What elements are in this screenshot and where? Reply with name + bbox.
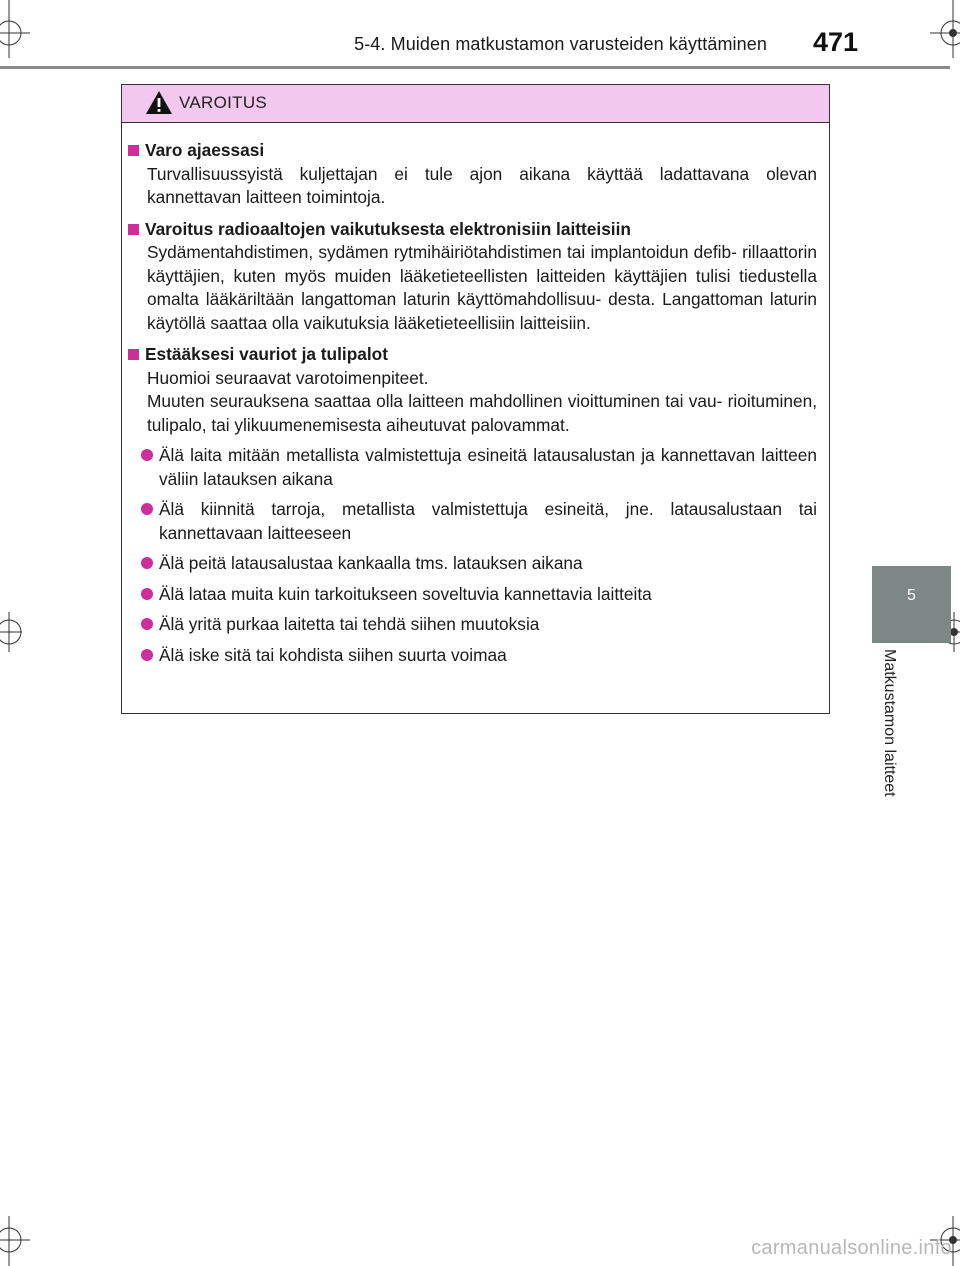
warning-triangle-icon bbox=[145, 90, 173, 120]
list-item bbox=[128, 498, 817, 545]
crop-mark-top-left bbox=[0, 0, 40, 60]
warning-section bbox=[128, 218, 817, 336]
list-item bbox=[128, 552, 817, 576]
warning-body bbox=[122, 123, 829, 667]
square-bullet-icon bbox=[128, 349, 139, 360]
section-heading: Varoitus radioaaltojen vaikutuksesta elektronisiin laitteisiin bbox=[145, 218, 631, 239]
round-bullet-icon bbox=[141, 649, 153, 661]
list-item-text: Älä lataa muita kuin tarkoitukseen soveltuvia kannettavia laitteita bbox=[159, 583, 652, 604]
list-item bbox=[128, 644, 817, 668]
warning-header bbox=[122, 85, 829, 123]
round-bullet-icon bbox=[141, 557, 153, 569]
header-section-title: 5-4. Muiden matkustamon varusteiden käyttäminen bbox=[354, 34, 767, 54]
list-item bbox=[128, 444, 817, 491]
page-number: 471 bbox=[812, 27, 858, 57]
crop-mark-mid-left bbox=[0, 612, 30, 652]
crop-mark-top-right bbox=[920, 0, 960, 60]
section-text: Turvallisuussyistä kuljettajan ei tule ajon aikana käyttää ladattavana olevan kannettavan laitteen toimintoja. bbox=[147, 163, 817, 207]
section-text: Muuten seurauksena saattaa olla laitteen mahdollinen vioittuminen tai vau- rioituminen, tulipalo, tai ylikuumenemisesta aiheutuvat palovammat. bbox=[147, 391, 817, 435]
list-item-text: Älä kiinnitä tarroja, metallista valmistettuja esineitä, jne. latausalustaan tai kannettavaan laitteeseen bbox=[159, 499, 817, 543]
round-bullet-icon bbox=[141, 503, 153, 515]
round-bullet-icon bbox=[141, 449, 153, 461]
warning-box bbox=[121, 84, 830, 714]
chapter-tab bbox=[872, 566, 951, 643]
list-item bbox=[128, 613, 817, 637]
square-bullet-icon bbox=[128, 224, 139, 235]
warning-title: VAROITUS bbox=[179, 93, 268, 112]
list-item-text: Älä iske sitä tai kohdista siihen suurta voimaa bbox=[159, 644, 507, 665]
warning-section bbox=[128, 343, 817, 667]
section-heading: Estääksesi vauriot ja tulipalot bbox=[145, 344, 388, 364]
footer-watermark[interactable]: carmanualsonline.info bbox=[751, 1237, 952, 1259]
square-bullet-icon bbox=[128, 145, 139, 156]
section-text: Huomioi seuraavat varotoimenpiteet. bbox=[147, 367, 429, 388]
section-heading: Varo ajaessasi bbox=[145, 140, 265, 160]
chapter-number: 5 bbox=[907, 587, 916, 604]
list-item-text: Älä yritä purkaa laitetta tai tehdä siihen muutoksia bbox=[159, 614, 540, 634]
round-bullet-icon bbox=[141, 618, 153, 630]
list-item-text: Älä laita mitään metallista valmistettuja esineitä latausalustan ja kannettavan laitteen väliin latauksen aikana bbox=[159, 445, 817, 489]
header-divider bbox=[0, 66, 950, 69]
section-text: Sydämentahdistimen, sydämen rytmihäiriötahdistimen tai implantoidun defib- rillaattorin käyttäjien, kuten myös muiden lääketieteellisten laitteiden käyttäjien tulisi tiedustella omalta lääkäriltään langattoman laturin käyttömahdollisuu- desta. Langattoman laturin käytöllä saattaa olla vaikutuksia lääketieteellisiin laitteisiin. bbox=[147, 242, 817, 333]
chapter-title: Matkustamon laitteet bbox=[881, 649, 898, 797]
warning-section bbox=[128, 139, 817, 210]
crop-mark-bottom-left bbox=[0, 1216, 40, 1266]
list-item-text: Älä peitä latausalustaa kankaalla tms. latauksen aikana bbox=[159, 553, 583, 573]
round-bullet-icon bbox=[141, 588, 153, 600]
list-item bbox=[128, 583, 817, 607]
